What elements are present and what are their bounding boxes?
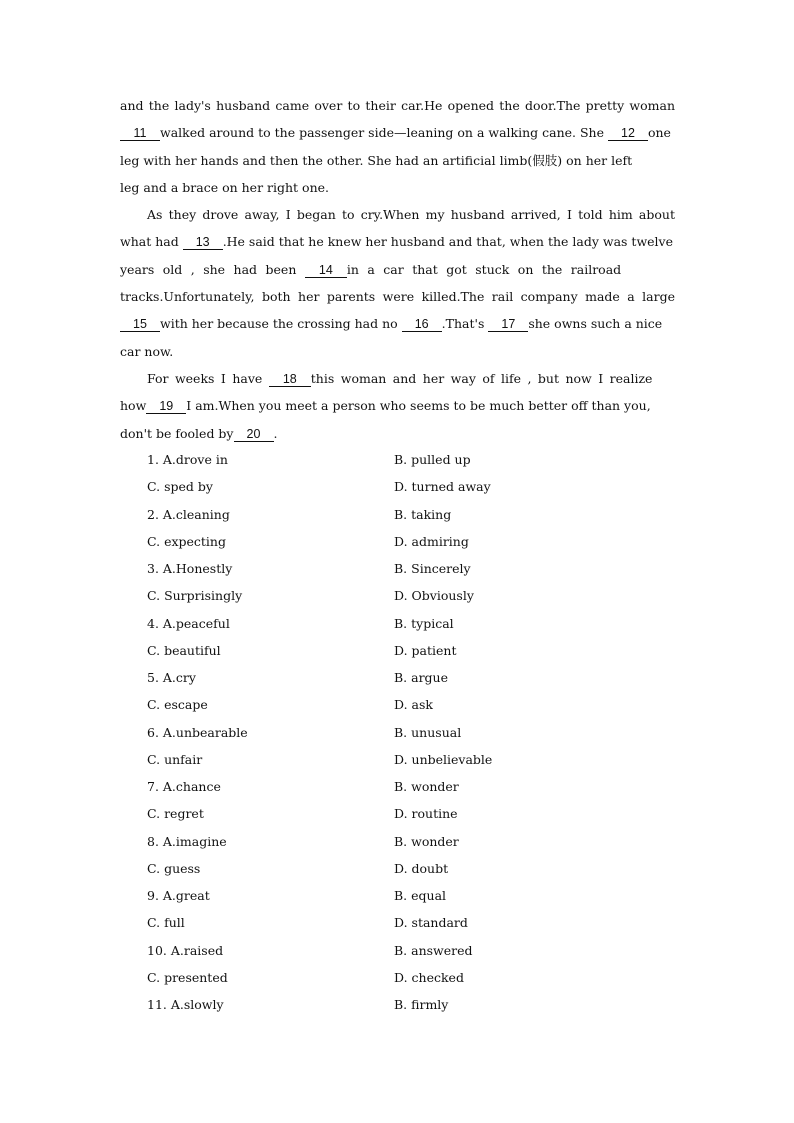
option-right: B. wonder bbox=[394, 833, 459, 849]
option-row bbox=[147, 855, 687, 882]
option-left: 1. A.drove in bbox=[147, 452, 228, 467]
option-right: B. wonder bbox=[394, 779, 459, 794]
option-left: 10. A.raised bbox=[147, 942, 224, 958]
option-row bbox=[147, 773, 687, 800]
option-right: D. turned away bbox=[394, 479, 491, 495]
passage-text: one bbox=[647, 125, 671, 141]
passage-line bbox=[120, 119, 675, 146]
passage-line bbox=[120, 174, 675, 201]
blank-16: 16 bbox=[402, 318, 442, 332]
passage-text: .He said that he knew her husband and that, when the lady was twelve bbox=[222, 234, 673, 250]
option-row bbox=[147, 473, 687, 500]
passage-text: in a car that got stuck on the railroad bbox=[346, 261, 622, 277]
option-right: D. checked bbox=[394, 969, 464, 985]
option-left: 7. A.chance bbox=[147, 779, 221, 794]
option-left: 11. A.slowly bbox=[147, 997, 224, 1012]
blank-19: 19 bbox=[146, 400, 186, 414]
option-right: B. answered bbox=[394, 942, 473, 958]
passage-text: years old , she had been bbox=[120, 261, 305, 277]
options-list bbox=[147, 446, 687, 1018]
option-right: B. argue bbox=[394, 670, 449, 685]
option-row bbox=[147, 828, 687, 855]
passage-text: leg with her hands and then the other. She had an artificial limb(假肢) on her left bbox=[120, 152, 633, 168]
option-row bbox=[147, 882, 687, 909]
option-right: B. equal bbox=[394, 888, 447, 903]
option-row bbox=[147, 937, 687, 964]
option-left: 2. A.cleaning bbox=[147, 506, 230, 522]
option-right: D. ask bbox=[394, 697, 433, 713]
option-row bbox=[147, 501, 687, 528]
passage-text: .That's bbox=[441, 316, 489, 332]
option-right: D. standard bbox=[394, 915, 468, 931]
option-left: C. full bbox=[147, 915, 185, 931]
option-left: 6. A.unbearable bbox=[147, 724, 248, 740]
passage-text: car now. bbox=[120, 343, 174, 359]
option-row bbox=[147, 528, 687, 555]
passage-text: she owns such a nice bbox=[528, 316, 663, 332]
option-left: 9. A.great bbox=[147, 888, 210, 903]
passage-line bbox=[120, 228, 675, 255]
passage-line bbox=[120, 420, 675, 447]
option-row bbox=[147, 991, 687, 1018]
option-right: D. unbelievable bbox=[394, 751, 493, 767]
option-row bbox=[147, 446, 687, 473]
option-right: B. unusual bbox=[394, 724, 462, 740]
option-left: C. escape bbox=[147, 697, 208, 713]
blank-12: 12 bbox=[608, 127, 648, 141]
blank-14: 14 bbox=[305, 264, 347, 278]
passage-line bbox=[120, 392, 675, 419]
passage-text: this woman and her way of life , but now I realize bbox=[310, 370, 653, 386]
option-left: 4. A.peaceful bbox=[147, 615, 230, 631]
passage-text: tracks.Unfortunately, both her parents were killed.The rail company made a large bbox=[120, 289, 675, 305]
option-left: C. sped by bbox=[147, 479, 213, 495]
option-row bbox=[147, 746, 687, 773]
passage-text: As they drove away, I began to cry.When my husband arrived, I told him about bbox=[147, 207, 675, 223]
blank-11: 11 bbox=[120, 127, 160, 141]
option-left: C. expecting bbox=[147, 533, 226, 549]
option-row bbox=[147, 691, 687, 718]
option-left: C. guess bbox=[147, 860, 201, 876]
passage-text: For weeks I have bbox=[147, 370, 269, 386]
passage-text: . bbox=[273, 425, 278, 441]
option-left: C. regret bbox=[147, 806, 204, 822]
option-right: B. pulled up bbox=[394, 452, 471, 467]
passage-line bbox=[120, 201, 675, 228]
option-left: C. Surprisingly bbox=[147, 588, 243, 604]
option-left: C. beautiful bbox=[147, 642, 221, 658]
passage-text: leg and a brace on her right one. bbox=[120, 179, 329, 195]
option-row bbox=[147, 664, 687, 691]
passage-line bbox=[120, 92, 675, 119]
passage-line bbox=[120, 365, 675, 392]
passage-text: how bbox=[120, 398, 147, 414]
option-right: D. doubt bbox=[394, 860, 449, 876]
passage-line bbox=[120, 147, 675, 174]
passage-line bbox=[120, 256, 675, 283]
option-row bbox=[147, 719, 687, 746]
option-row bbox=[147, 909, 687, 936]
passage-text: walked around to the passenger side—leaning on a walking cane. She bbox=[160, 125, 608, 141]
option-left: 8. A.imagine bbox=[147, 833, 227, 849]
option-row bbox=[147, 964, 687, 991]
blank-20: 20 bbox=[234, 428, 274, 442]
blank-17: 17 bbox=[488, 318, 528, 332]
passage-text: I am.When you meet a person who seems to be much better off than you, bbox=[186, 398, 651, 414]
option-right: D. admiring bbox=[394, 533, 469, 549]
option-row bbox=[147, 582, 687, 609]
passage-line bbox=[120, 283, 675, 310]
passage-text: with her because the crossing had no bbox=[160, 316, 402, 332]
option-row bbox=[147, 555, 687, 582]
option-right: D. Obviously bbox=[394, 588, 474, 604]
option-right: B. taking bbox=[394, 506, 452, 522]
option-right: B. firmly bbox=[394, 997, 449, 1012]
passage-text: don't be fooled by bbox=[120, 425, 234, 441]
passage-line bbox=[120, 310, 675, 337]
option-left: C. presented bbox=[147, 969, 228, 985]
option-row bbox=[147, 610, 687, 637]
blank-18: 18 bbox=[269, 373, 311, 387]
passage-text: what had bbox=[120, 234, 183, 250]
passage-line bbox=[120, 338, 675, 365]
option-left: 3. A.Honestly bbox=[147, 561, 233, 576]
passage bbox=[120, 92, 675, 447]
option-right: B. typical bbox=[394, 615, 454, 631]
passage-text: and the lady's husband came over to their car.He opened the door.The pretty woman bbox=[120, 98, 675, 113]
blank-15: 15 bbox=[120, 318, 160, 332]
option-row bbox=[147, 637, 687, 664]
blank-13: 13 bbox=[183, 236, 223, 250]
option-right: D. routine bbox=[394, 806, 458, 822]
option-left: C. unfair bbox=[147, 751, 203, 767]
option-row bbox=[147, 800, 687, 827]
option-right: D. patient bbox=[394, 642, 457, 658]
option-right: B. Sincerely bbox=[394, 561, 471, 576]
option-left: 5. A.cry bbox=[147, 670, 196, 685]
